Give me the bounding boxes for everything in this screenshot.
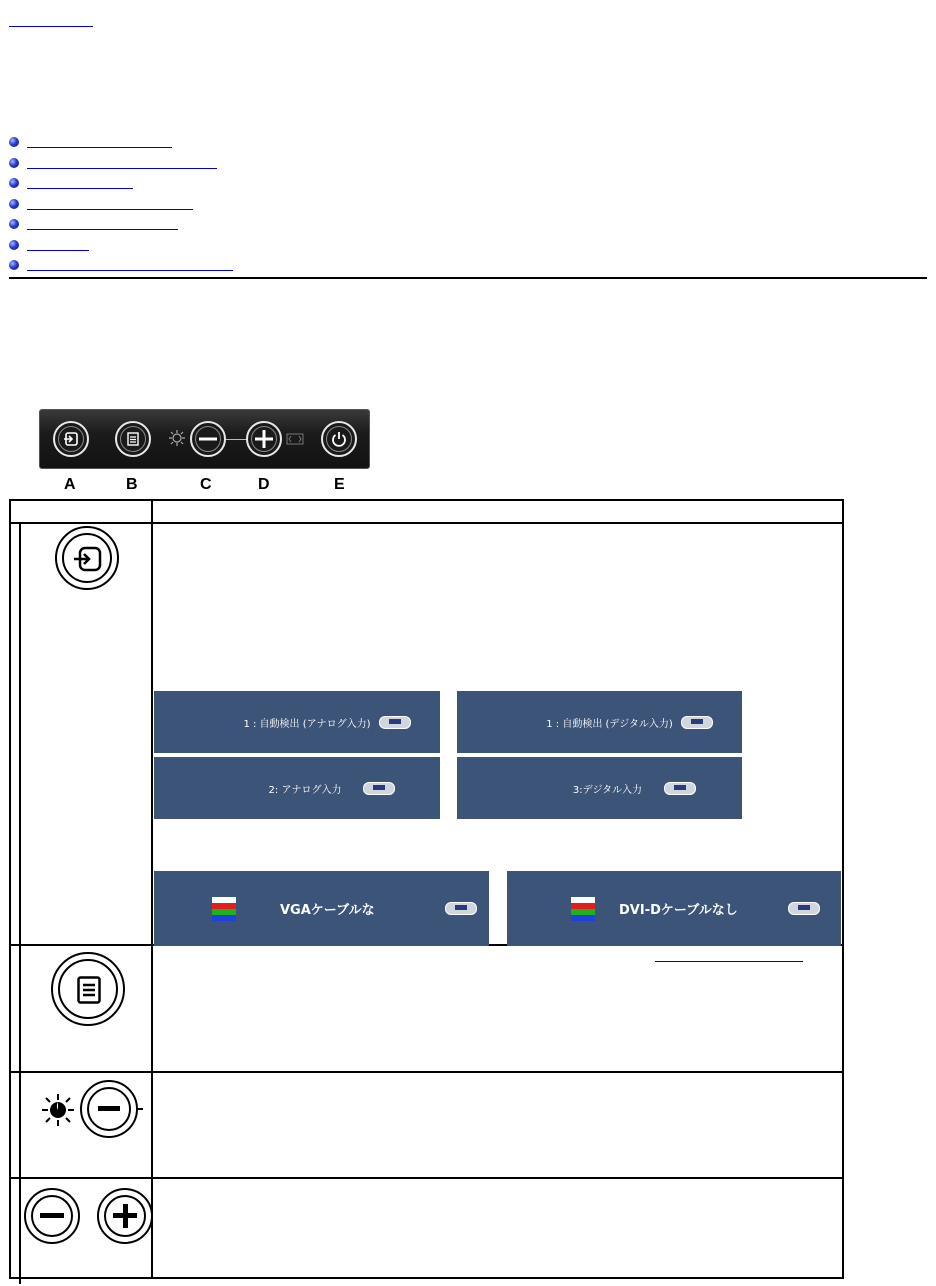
bullet-icon — [9, 260, 19, 270]
toc-link[interactable] — [27, 177, 133, 189]
horizontal-rule — [9, 277, 927, 279]
bullet-icon — [9, 219, 19, 229]
connector-icon — [379, 716, 411, 729]
minus-icon — [24, 1188, 80, 1244]
color-bars-icon — [571, 897, 595, 921]
bullet-icon — [9, 137, 19, 147]
front-panel-image — [39, 409, 370, 469]
toc-link[interactable] — [27, 239, 89, 251]
osd-menu-link[interactable] — [655, 961, 803, 962]
color-bars-icon — [212, 897, 236, 921]
toc-item[interactable] — [9, 194, 233, 215]
toc-link[interactable] — [27, 198, 193, 210]
menu-icon — [51, 952, 125, 1026]
input-source-icon — [53, 421, 89, 457]
brightness-icon — [40, 1092, 76, 1128]
connector-icon — [363, 782, 395, 795]
minus-icon — [190, 421, 226, 457]
panel-label-d: D — [258, 476, 270, 493]
bullet-icon — [9, 240, 19, 250]
description-cell — [152, 1178, 843, 1278]
input-source-icon — [55, 526, 119, 590]
brightness-icon — [168, 429, 186, 447]
icon-connector-line — [137, 1108, 143, 1110]
description-cell — [152, 945, 843, 1072]
auto-adjust-icon — [286, 433, 304, 445]
osd-label: 1 : 自動検出 (デジタル入力) — [546, 718, 673, 730]
header-cell — [10, 500, 152, 523]
plus-icon — [97, 1188, 153, 1244]
toc-item[interactable] — [9, 214, 233, 235]
toc-list — [9, 132, 233, 276]
panel-label-b: B — [126, 476, 138, 493]
toc-link[interactable] — [27, 218, 178, 230]
osd-no-vga — [154, 871, 489, 946]
osd-digital — [457, 757, 742, 819]
osd-label: 3:デジタル入力 — [572, 784, 643, 796]
menu-icon — [115, 421, 151, 457]
power-icon — [321, 421, 357, 457]
toc-link[interactable] — [27, 136, 172, 148]
connector-icon — [664, 782, 696, 795]
osd-auto-analog — [154, 691, 440, 753]
toc-item[interactable] — [9, 235, 233, 256]
osd-no-dvi — [507, 871, 841, 946]
toc-item[interactable] — [9, 173, 233, 194]
bullet-icon — [9, 178, 19, 188]
table-row — [10, 945, 843, 1072]
connector-icon — [788, 902, 820, 915]
plus-icon — [246, 421, 282, 457]
table-header-row — [10, 500, 843, 523]
panel-label-c: C — [200, 476, 212, 493]
bullet-icon — [9, 199, 19, 209]
osd-analog — [154, 757, 440, 819]
top-link[interactable] — [9, 12, 93, 27]
bullet-icon — [9, 158, 19, 168]
connector-icon — [681, 716, 713, 729]
panel-line — [226, 439, 248, 440]
osd-auto-digital — [457, 691, 742, 753]
toc-item[interactable] — [9, 132, 233, 153]
toc-item[interactable] — [9, 255, 233, 276]
header-cell — [152, 500, 843, 523]
osd-label: 2: アナログ入力 — [268, 784, 342, 796]
toc-item[interactable] — [9, 153, 233, 174]
connector-icon — [445, 902, 477, 915]
osd-label: VGAケーブルな — [280, 903, 375, 918]
table-row — [10, 1072, 843, 1178]
description-cell — [152, 1072, 843, 1178]
osd-label: 1 : 自動検出 (アナログ入力) — [243, 718, 371, 730]
panel-label-e: E — [334, 476, 345, 493]
toc-link[interactable] — [27, 157, 217, 169]
osd-label: DVI-Dケーブルなし — [619, 903, 738, 918]
toc-link[interactable] — [27, 259, 233, 271]
panel-label-a: A — [64, 476, 76, 493]
row-marker-line — [19, 524, 21, 1284]
minus-icon — [80, 1080, 138, 1138]
